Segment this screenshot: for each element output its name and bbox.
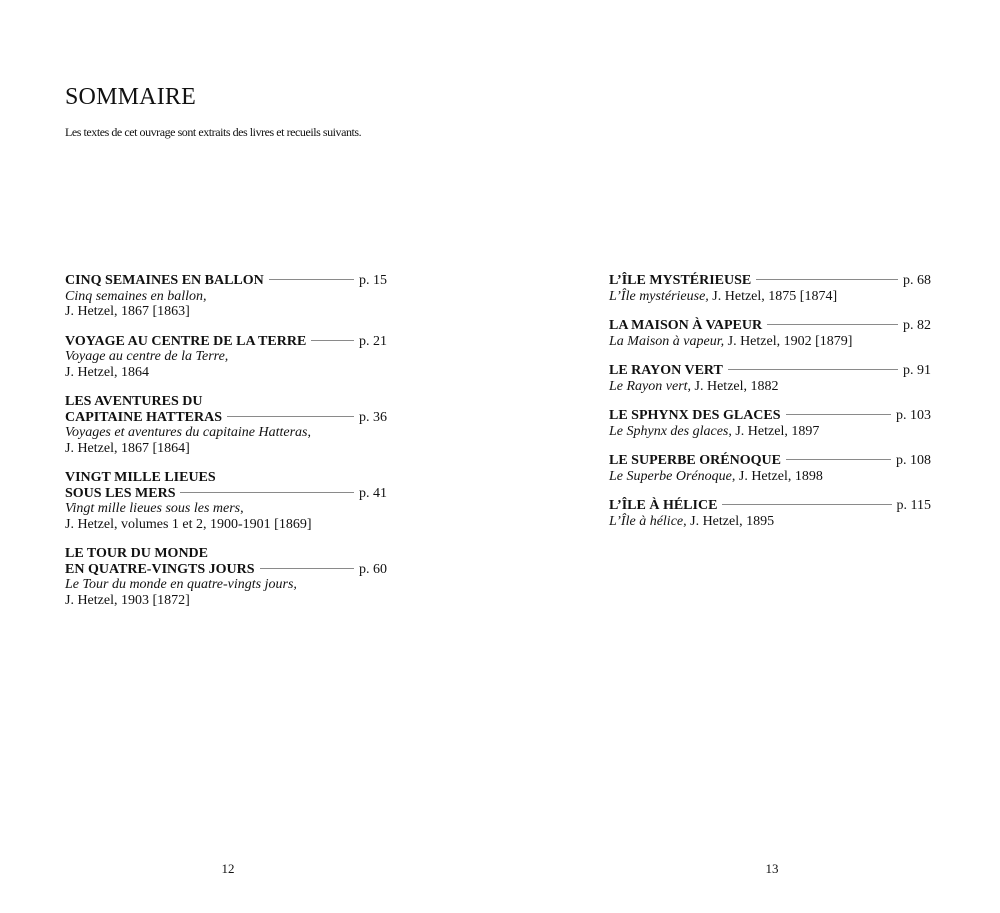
toc-entry [609, 318, 931, 349]
dotted-leader [260, 568, 354, 569]
dotted-leader [311, 340, 354, 341]
dotted-leader [180, 492, 354, 493]
source-publisher: , J. Hetzel, 1895 [683, 513, 775, 529]
source-publisher: , J. Hetzel, 1882 [687, 378, 779, 394]
page-number: 13 [765, 861, 779, 876]
toc-entry-source [65, 349, 387, 365]
toc-entry [609, 453, 931, 484]
toc-entry [65, 334, 387, 381]
toc-entry-page: p. 60 [359, 561, 387, 577]
toc-entry-title: LE SUPERBE ORÉNOQUE [609, 453, 781, 468]
toc-entry [65, 470, 387, 532]
right-page [500, 0, 1000, 913]
source-title: Le Rayon vert [609, 378, 688, 394]
source-title: Le Sphynx des glaces [609, 423, 729, 439]
toc-entry-title-row [609, 318, 931, 334]
toc-entry [609, 363, 931, 394]
toc-entry-page: p. 103 [896, 408, 931, 423]
source-publisher: , J. Hetzel, 1897 [728, 423, 820, 439]
source-title-suffix: , [240, 501, 244, 516]
source-title: Voyages et aventures du capitaine Hatteras [65, 425, 308, 440]
toc-entry-title-row [609, 408, 931, 424]
toc-entry-source [65, 289, 387, 305]
toc-entry [65, 394, 387, 456]
toc-entry-title-row [65, 410, 387, 426]
dotted-leader [767, 324, 898, 325]
toc-entry-title-row [609, 498, 931, 514]
source-title-suffix: , [307, 425, 311, 440]
source-title: Vingt mille lieues sous les mers [65, 501, 241, 516]
source-title: Le Tour du monde en quatre-vingts jours, [65, 577, 297, 592]
toc-entry-title-row [609, 273, 931, 289]
toc-entry-source [609, 289, 931, 305]
intro-text: Les textes de cet ouvrage sont extraits des livres et recueils suivants. [65, 125, 362, 139]
toc-entry-page: p. 21 [359, 333, 387, 349]
toc-entry-source [609, 424, 931, 440]
source-publisher: J. Hetzel, 1875 [1874] [708, 288, 838, 304]
toc-entry-publisher: J. Hetzel, 1903 [1872] [65, 592, 190, 608]
source-publisher: J. Hetzel, 1902 [1879] [724, 333, 853, 349]
source-title: La Maison à vapeur, [609, 333, 725, 349]
toc-entry [609, 273, 931, 304]
source-title: L’Île à hélice [609, 513, 684, 529]
toc-entry-source [65, 425, 387, 441]
dotted-leader [756, 279, 898, 280]
toc-entry-page: p. 82 [903, 318, 931, 333]
toc-entry-publisher: J. Hetzel, 1867 [1863] [65, 304, 190, 319]
dotted-leader [728, 369, 898, 370]
toc-entry-source [609, 514, 931, 530]
toc-entry [609, 408, 931, 439]
toc-entry-title: L’ÎLE MYSTÉRIEUSE [609, 273, 752, 288]
toc-entry-title-line1: LE TOUR DU MONDE [65, 546, 209, 561]
toc-entry-page: p. 108 [896, 453, 931, 468]
toc-list-right [609, 273, 931, 543]
toc-entry-title-row [609, 453, 931, 469]
toc-entry-title-line1: LES AVENTURES DU [65, 394, 203, 409]
toc-entry-source [609, 334, 931, 350]
toc-entry-title-row [609, 363, 931, 379]
toc-entry-title-row [65, 486, 387, 502]
page-title: SOMMAIRE [65, 84, 196, 110]
toc-entry-title: L’ÎLE À HÉLICE [609, 498, 718, 513]
source-title: Cinq semaines en ballon, [65, 288, 207, 304]
toc-entry-title-row [65, 273, 387, 289]
toc-entry [65, 273, 387, 320]
toc-entry-source [609, 469, 931, 485]
toc-entry-page: p. 15 [359, 273, 387, 288]
toc-entry-title: LE SPHYNX DES GLACES [609, 408, 781, 423]
toc-entry-title: LE RAYON VERT [609, 363, 723, 378]
toc-entry [609, 498, 931, 529]
toc-entry-page: p. 115 [896, 498, 931, 513]
toc-entry-title-line1: VINGT MILLE LIEUES [65, 470, 216, 485]
toc-entry-publisher: J. Hetzel, 1864 [65, 364, 149, 380]
source-title: Voyage au centre de la Terre, [65, 349, 229, 364]
toc-entry-title-row [65, 562, 387, 578]
toc-entry-title: CINQ SEMAINES EN BALLON [65, 273, 264, 288]
toc-entry-page: p. 91 [903, 363, 931, 378]
toc-entry-title-line2: CAPITAINE HATTERAS [65, 409, 223, 425]
toc-entry-source [65, 577, 387, 593]
toc-entry-title: VOYAGE AU CENTRE DE LA TERRE [65, 333, 307, 349]
toc-entry-publisher: J. Hetzel, 1867 [1864] [65, 440, 190, 456]
page-number: 12 [221, 861, 235, 876]
toc-entry-page: p. 41 [359, 485, 387, 501]
dotted-leader [269, 279, 354, 280]
toc-entry-title-row [65, 334, 387, 350]
dotted-leader [722, 504, 891, 505]
toc-entry [65, 546, 387, 608]
toc-entry-source [65, 501, 387, 517]
dotted-leader [227, 416, 354, 417]
toc-entry-title-line2: EN QUATRE-VINGTS JOURS [65, 561, 255, 577]
toc-entry-page: p. 68 [903, 273, 931, 288]
dotted-leader [786, 459, 891, 460]
dotted-leader [786, 414, 891, 415]
toc-entry-title-line2: SOUS LES MERS [65, 485, 176, 501]
toc-entry-source [609, 379, 931, 395]
toc-list-left [65, 273, 387, 622]
source-title: Le Superbe Orénoque [609, 468, 732, 484]
source-publisher: , J. Hetzel, 1898 [731, 468, 823, 484]
toc-entry-title: LA MAISON À VAPEUR [609, 318, 763, 333]
toc-entry-page: p. 36 [359, 409, 387, 425]
source-title: L’Île mystérieuse, [609, 288, 709, 304]
toc-entry-publisher: J. Hetzel, volumes 1 et 2, 1900-1901 [1869] [65, 516, 312, 532]
